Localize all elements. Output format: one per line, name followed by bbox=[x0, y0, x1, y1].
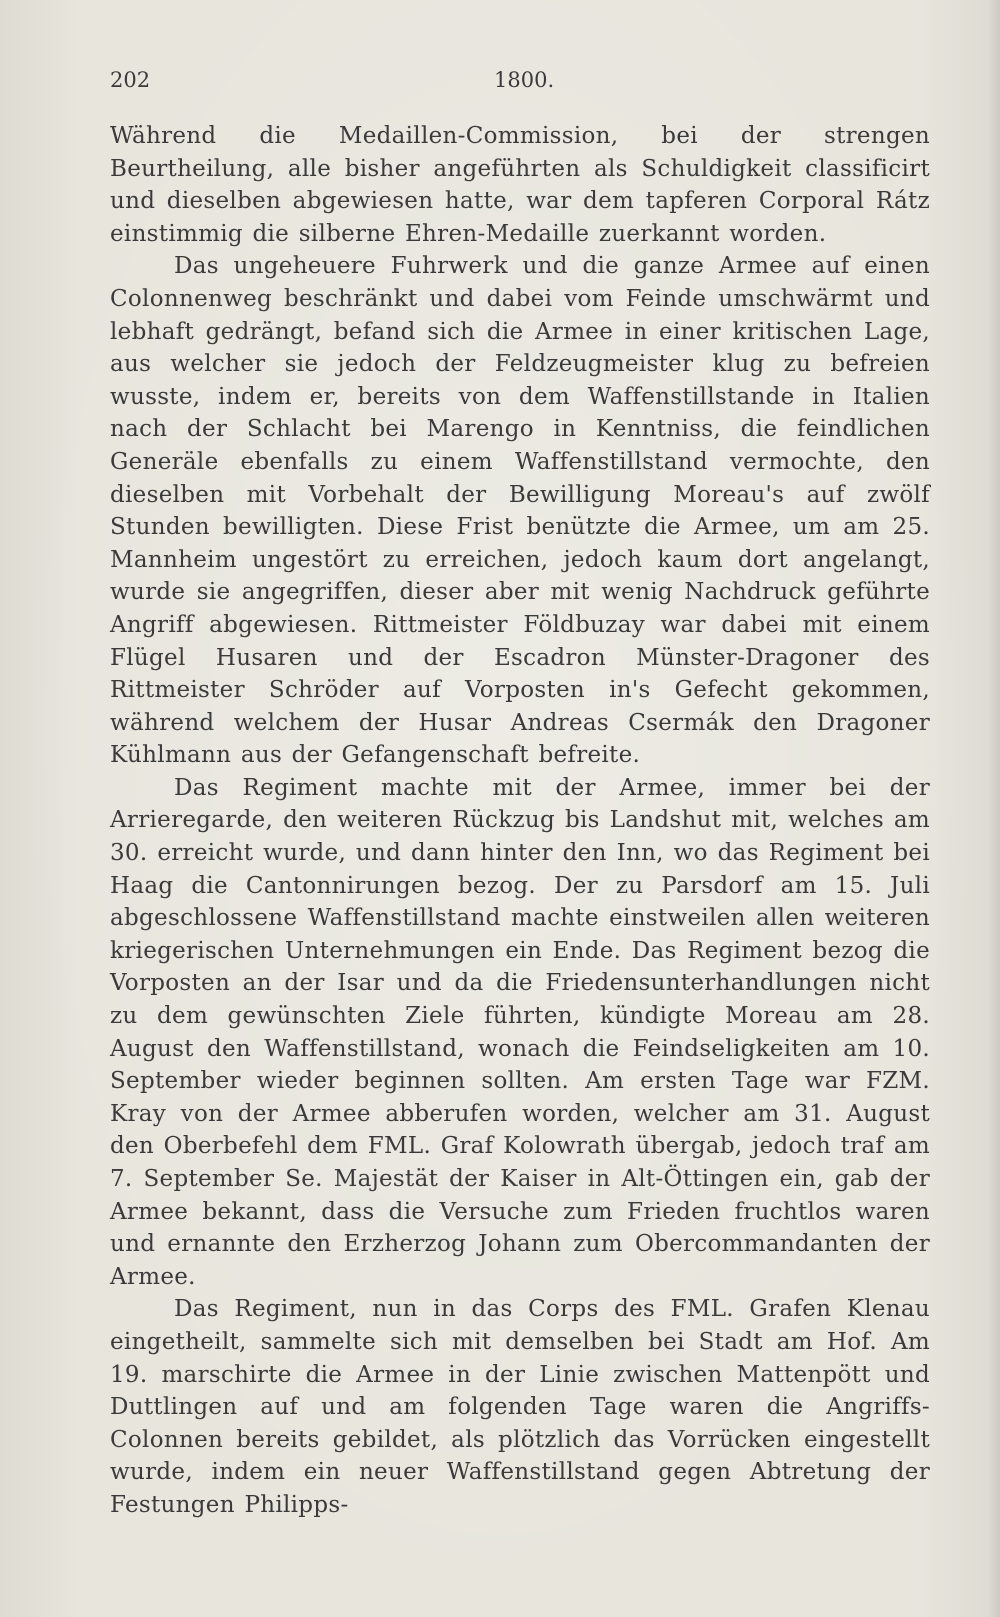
paragraph-4: Das Regiment, nun in das Corps des FML. Grafen Klenau eingetheilt, sammelte sich mit demselben bei Stadt am Hof. Am 19. marschirte die Armee in der Linie zwischen Mattenpött und Duttlingen auf und am folgenden Tage waren die Angriffs-Colonnen bereits gebildet, als plötzlich das Vorrücken eingestellt wurde, indem ein neuer Waffenstillstand gegen Abtretung der Festungen Philipps- bbox=[110, 1296, 930, 1518]
paragraph-2: Das ungeheuere Fuhrwerk und die ganze Armee auf einen Colonnenweg beschränkt und dabei vom Feinde umschwärmt und lebhaft gedrängt, befand sich die Armee in einer kritischen Lage, aus welcher sie jedoch der Feldzeugmeister klug zu befreien wusste, indem er, bereits von dem Waffenstillstande in Italien nach der Schlacht bei Marengo in Kenntniss, die feindlichen Generäle ebenfalls zu einem Waffenstillstand vermochte, den dieselben mit Vorbehalt der Bewilligung Moreau's auf zwölf Stunden bewilligten. Diese Frist benützte die Armee, um am 25. Mannheim ungestört zu erreichen, jedoch kaum dort angelangt, wurde sie angegriffen, dieser aber mit wenig Nachdruck geführte Angriff abgewiesen. Rittmeister Földbuzay war dabei mit einem Flügel Husaren und der Escadron Münster-Dragoner des Rittmeister Schröder auf Vorposten in's Gefecht gekommen, während welchem der Husar Andreas Csermák den Dragoner Kühlmann aus der Gefangenschaft befreite. bbox=[110, 253, 930, 769]
page-edge-shadow bbox=[988, 0, 1000, 1617]
running-head-year: 1800. bbox=[494, 68, 555, 92]
page-header bbox=[110, 68, 930, 98]
page-number: 202 bbox=[110, 68, 151, 92]
paragraph-3: Das Regiment machte mit der Armee, immer bei der Arrieregarde, den weiteren Rückzug bis Landshut mit, welches am 30. erreicht wurde, und dann hinter den Inn, wo das Regiment bei Haag die Cantonnirungen bezog. Der zu Parsdorf am 15. Juli abgeschlossene Waffenstillstand machte einstweilen allen weiteren kriegerischen Unternehmungen ein Ende. Das Regiment bezog die Vorposten an der Isar und da die Friedensunterhandlungen nicht zu dem gewünschten Ziele führten, kündigte Moreau am 28. August den Waffenstillstand, wonach die Feindseligkeiten am 10. September wieder beginnen sollten. Am ersten Tage war FZM. Kray von der Armee abberufen worden, welcher am 31. August den Oberbefehl dem FML. Graf Kolowrath übergab, jedoch traf am 7. September Se. Majestät der Kaiser in Alt-Öttingen ein, gab der Armee bekannt, dass die Versuche zum Frieden fruchtlos waren und ernannte den Erzherzog Johann zum Obercommandanten der Armee. bbox=[110, 774, 930, 1290]
paragraph-1: Während die Medaillen-Commission, bei der strengen Beurtheilung, alle bisher angeführten als Schuldigkeit classificirt und dieselben abgewiesen hatte, war dem tapferen Corporal Rátz einstimmig die silberne Ehren-Medaille zuerkannt worden. bbox=[110, 123, 930, 247]
body-text bbox=[110, 120, 930, 1522]
